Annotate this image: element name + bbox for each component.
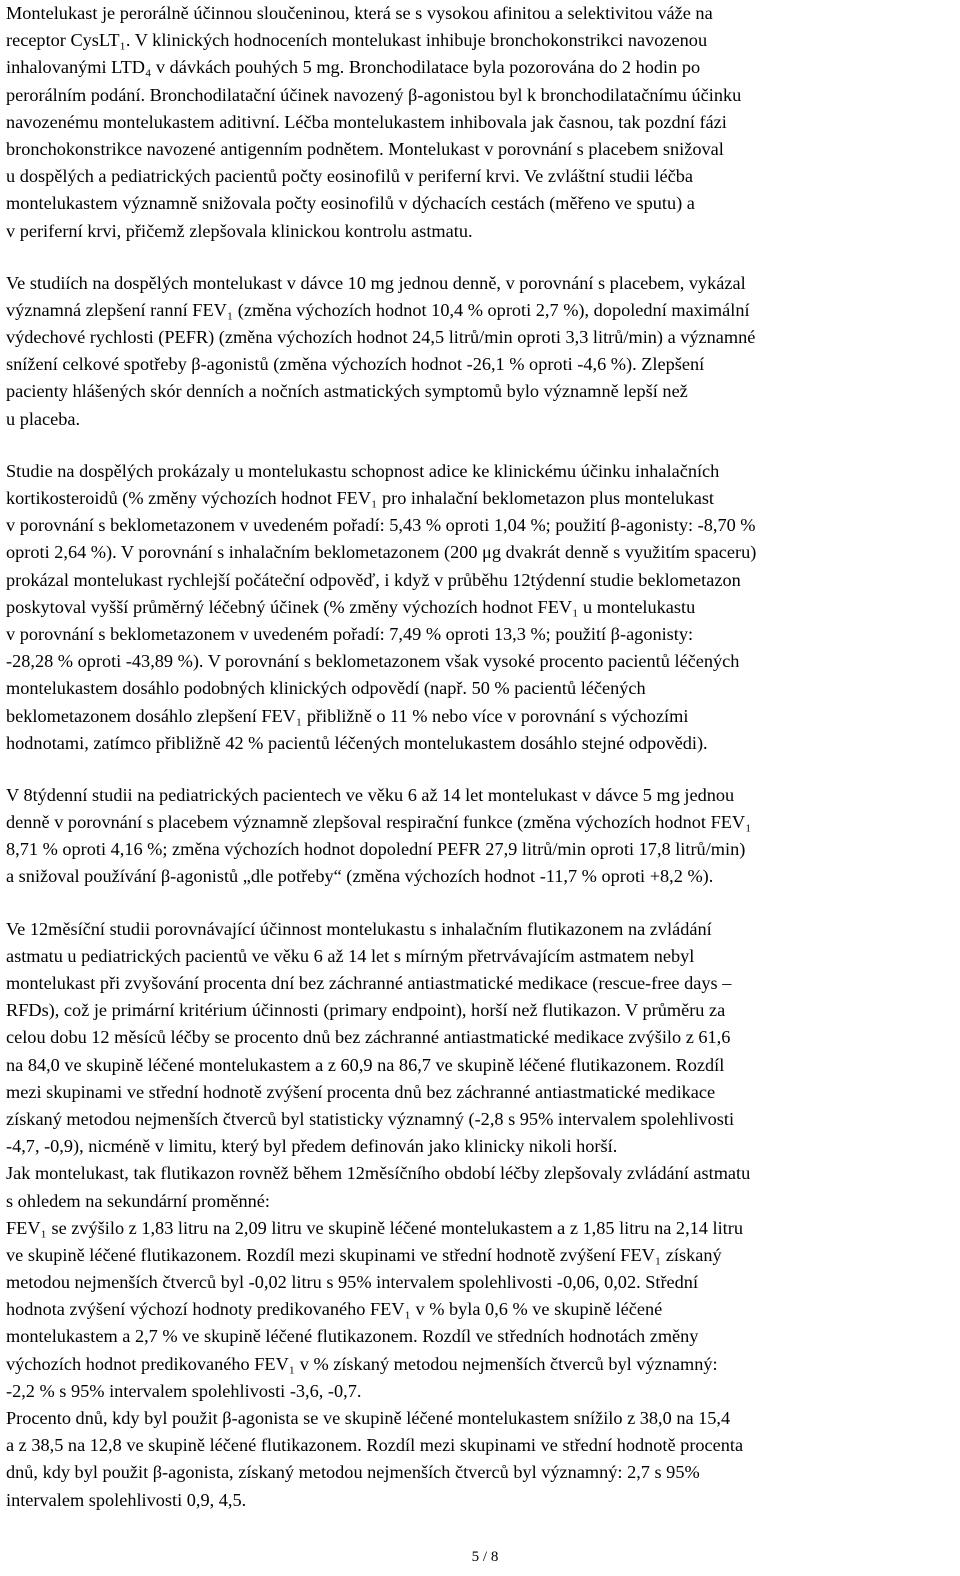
text-line: a z 38,5 na 12,8 ve skupině léčené flutikazonem. Rozdíl mezi skupinami ve střední hodnotě procenta [6, 1435, 744, 1456]
text-line: celou dobu 12 měsíců léčby se procento dnů bez záchranné antiastmatické medikace zvýšilo z 61,6 [6, 1027, 731, 1048]
document-page [6, 0, 956, 1576]
paragraph-adult-studies [6, 270, 956, 433]
text-line: s ohledem na sekundární proměnné: [6, 1190, 270, 1211]
paragraph-corticosteroid-studies [6, 458, 956, 757]
text-line: 8,71 % oproti 4,16 %; změna výchozích hodnot dopolední PEFR 27,9 litrů/min oproti 17,8 litrů/min) [6, 839, 746, 860]
text-line: montelukast při zvyšování procenta dní bez záchranné antiastmatické medikace (rescue-free days – [6, 973, 732, 993]
text-line: významná zlepšení ranní FEV₁ (změna výchozích hodnot 10,4 % oproti 2,7 %), dopolední maximální [6, 299, 750, 320]
text-line: oproti 2,64 %). V porovnání s inhalačním beklometazonem (200 μg dvakrát denně s využitím spaceru) [6, 542, 757, 563]
paragraph-gap [6, 891, 956, 916]
text-line: montelukastem významně snižovala počty eosinofilů v dýchacích cestách (měřeno ve sputu) a [6, 193, 695, 214]
text-line: pacienty hlášených skór denních a nočních astmatických symptomů bylo významně lepší než [6, 381, 688, 402]
paragraph-gap [6, 757, 956, 782]
text-line: -2,2 % s 95% intervalem spolehlivosti -3,6, -0,7. [6, 1380, 362, 1401]
text-line: inhalovanými LTD₄ v dávkách pouhých 5 mg. Bronchodilatace byla pozorována do 2 hodin po [6, 57, 701, 78]
text-line: intervalem spolehlivosti 0,9, 4,5. [6, 1489, 247, 1510]
page-number: 5 / 8 [471, 1549, 499, 1565]
text-line: montelukastem dosáhlo podobných klinických odpovědí (např. 50 % pacientů léčených [6, 678, 646, 699]
paragraph-gap [6, 433, 956, 458]
text-line: Ve 12měsíční studii porovnávající účinnost montelukastu s inhalačním flutikazonem na zvládání [6, 918, 712, 939]
text-line: Montelukast je perorálně účinnou sloučeninou, která se s vysokou afinitou a selektivitou váže na [6, 3, 713, 23]
text-line: v periferní krvi, přičemž zlepšovala klinickou kontrolu astmatu. [6, 220, 473, 241]
text-line: v porovnání s beklometazonem v uvedeném pořadí: 5,43 % oproti 1,04 %; použití β-agonisty: -8,70 % [6, 515, 756, 536]
text-line: dnů, kdy byl použit β-agonista, získaný metodou nejmenších čtverců byl významný: 2,7 s 95% [6, 1462, 700, 1483]
text-line: a snižoval používání β-agonistů „dle potřeby“ (změna výchozích hodnot -11,7 % oproti +8,2 %). [6, 866, 714, 887]
text-line: FEV₁ se zvýšilo z 1,83 litru na 2,09 litru ve skupině léčené montelukastem a z 1,85 litru na 2,14 litru [6, 1217, 743, 1238]
paragraph-mechanism [6, 0, 956, 245]
text-line: na 84,0 ve skupině léčené montelukastem a z 60,9 na 86,7 ve skupině léčené flutikazonem. Rozdíl [6, 1054, 725, 1075]
text-line: astmatu u pediatrických pacientů ve věku 6 až 14 let s mírným přetrvávajícím astmatem nebyl [6, 945, 695, 966]
text-line: mezi skupinami ve střední hodnotě zvýšení procenta dnů bez záchranné antiastmatické medikace [6, 1081, 716, 1102]
text-line: receptor CysLT₁. V klinických hodnoceních montelukast inhibuje bronchokonstrikci navozenou [6, 30, 708, 51]
text-line: navozenému montelukastem aditivní. Léčba montelukastem inhibovala jak časnou, tak pozdní fázi [6, 111, 727, 132]
text-line: denně v porovnání s placebem významně zlepšoval respirační funkce (změna výchozích hodnot FEV₁ [6, 812, 752, 833]
text-line: montelukastem a 2,7 % ve skupině léčené flutikazonem. Rozdíl ve středních hodnotách změny [6, 1326, 699, 1347]
text-line: Procento dnů, kdy byl použit β-agonista se ve skupině léčené montelukastem snížilo z 38,0 na 15,4 [6, 1408, 731, 1428]
text-line: Jak montelukast, tak flutikazon rovněž během 12měsíčního období léčby zlepšovaly zvládání astmatu [6, 1163, 751, 1184]
text-line: Ve studiích na dospělých montelukast v dávce 10 mg jednou denně, v porovnání s placebem, vykázal [6, 272, 746, 293]
text-line: ve skupině léčené flutikazonem. Rozdíl mezi skupinami ve střední hodnotě zvýšení FEV₁ získaný [6, 1244, 722, 1265]
text-line: -4,7, -0,9), nicméně v limitu, který byl předem definován jako klinicky nikoli horší. [6, 1136, 618, 1157]
text-line: snížení celkové spotřeby β-agonistů (změna výchozích hodnot -26,1 % oproti -4,6 %). Zlepšení [6, 354, 705, 375]
text-line: bronchokonstrikce navozené antigenním podnětem. Montelukast v porovnání s placebem snižoval [6, 138, 724, 159]
text-line: prokázal montelukast rychlejší počáteční odpověď, i když v průběhu 12týdenní studie beklometazon [6, 569, 741, 590]
text-line: -28,28 % oproti -43,89 %). V porovnání s beklometazonem však vysoké procento pacientů léčených [6, 651, 740, 672]
paragraph-pediatric-12-month [6, 916, 956, 1514]
text-line: výchozích hodnot predikovaného FEV₁ v % získaný metodou nejmenších čtverců byl významný: [6, 1353, 718, 1374]
text-line: získaný metodou nejmenších čtverců byl statisticky významný (-2,8 s 95% intervalem spolehlivosti [6, 1108, 735, 1129]
text-line: u placeba. [6, 408, 81, 429]
paragraph-gap [6, 245, 956, 270]
text-line: Studie na dospělých prokázaly u montelukastu schopnost adice ke klinickému účinku inhalačních [6, 460, 720, 481]
text-line: poskytoval vyšší průměrný léčebný účinek (% změny výchozích hodnot FEV₁ u montelukastu [6, 596, 696, 617]
text-line: v porovnání s beklometazonem v uvedeném pořadí: 7,49 % oproti 13,3 %; použití β-agonisty: [6, 623, 694, 644]
text-line: u dospělých a pediatrických pacientů počty eosinofilů v periferní krvi. Ve zvláštní studii léčba [6, 166, 694, 187]
paragraph-pediatric-8-week [6, 782, 956, 891]
text-line: RFDs), což je primární kritérium účinnosti (primary endpoint), horší než flutikazon. V průměru za [6, 1000, 726, 1021]
text-line: hodnotami, zatímco přibližně 42 % pacientů léčených montelukastem dosáhlo stejné odpovědi). [6, 732, 708, 753]
text-line: beklometazonem dosáhlo zlepšení FEV₁ přibližně o 11 % nebo více v porovnání s výchozími [6, 705, 689, 726]
text-line: perorálním podání. Bronchodilatační účinek navozený β-agonistou byl k bronchodilatačnímu účinku [6, 84, 742, 105]
text-line: kortikosteroidů (% změny výchozích hodnot FEV₁ pro inhalační beklometazon plus montelukast [6, 488, 715, 508]
text-line: hodnota zvýšení výchozí hodnoty predikovaného FEV₁ v % byla 0,6 % ve skupině léčené [6, 1299, 663, 1320]
text-line: V 8týdenní studii na pediatrických pacientech ve věku 6 až 14 let montelukast v dávce 5 mg jednou [6, 784, 735, 805]
text-line: výdechové rychlosti (PEFR) (změna výchozích hodnot 24,5 litrů/min oproti 3,3 litrů/min) a významné [6, 327, 756, 348]
text-line: metodou nejmenších čtverců byl -0,02 litru s 95% intervalem spolehlivosti -0,06, 0,02. Střední [6, 1272, 699, 1293]
